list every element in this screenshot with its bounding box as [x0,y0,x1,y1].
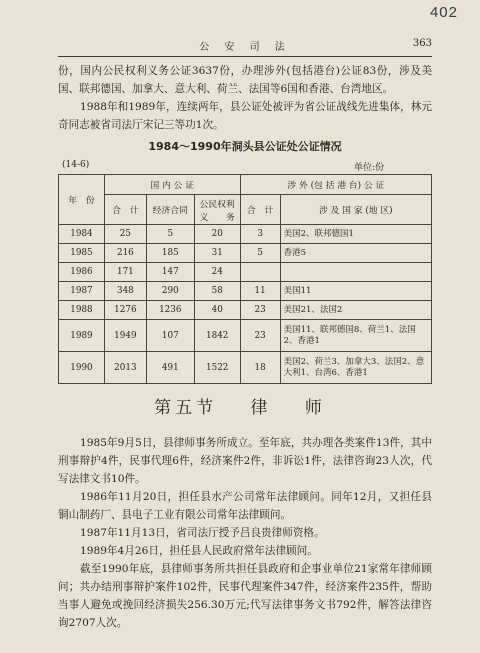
cell-foreign-total: 3 [240,225,280,244]
cell-total: 348 [104,282,146,301]
cell-foreign-total: 11 [240,282,280,301]
table-row [59,352,432,384]
section-number: 第五节 [154,398,218,418]
section-title-char-1: 律 [250,398,272,418]
table-unit: 单位:份 [354,163,385,173]
col-header-year: 年 份 [59,175,105,225]
cell-econ: 5 [146,225,194,244]
cell-rights: 40 [194,301,240,320]
paragraph-1986: 1986年11月20日，担任县水产公司常年法律顾问。同年12月，又担任县铜山制药厂、县电子工业有限公司常年法律顾问。 [58,491,432,521]
paragraph-1987: 1987年11月13日，省司法厅授予吕良贵律师资格。 [80,527,325,539]
cell-countries: 美国21、法国2 [280,301,431,320]
cell-econ: 290 [146,282,194,301]
cell-foreign-total: 18 [240,352,280,384]
cell-total: 216 [104,244,146,263]
cell-countries: 香港5 [280,244,431,263]
cell-year: 1984 [59,225,105,244]
paragraph-award: 1988年和1989年，连续两年，县公证处被评为省公证战线先进集体，林元奇同志被省司法厅宋记三等功1次。 [58,101,432,131]
running-header [58,38,432,57]
cell-rights: 1522 [194,352,240,384]
cell-year: 1988 [59,301,105,320]
paragraph-1989: 1989年4月26日，担任县人民政府常年法律顾问。 [80,545,318,557]
cell-econ: 491 [146,352,194,384]
cell-foreign-total [240,263,280,282]
col-header-domestic: 国 内 公 证 [104,175,240,195]
section-heading [0,393,480,418]
cell-total: 171 [104,263,146,282]
cell-econ: 1236 [146,301,194,320]
notary-statistics-table [58,174,432,384]
cell-econ: 185 [146,244,194,263]
cell-total: 1949 [104,320,146,352]
table-title: 1984～1990年洞头县公证处公证情况 [148,140,342,153]
cell-econ: 107 [146,320,194,352]
cell-countries: 美国2、联邦德国1 [280,225,431,244]
cell-countries: 美国11 [280,282,431,301]
table-row [59,282,432,301]
cell-rights: 24 [194,263,240,282]
cell-econ: 147 [146,263,194,282]
cell-countries: 美国11、联邦德国8、荷兰1、法国2、香港1 [280,320,431,352]
cell-foreign-total: 23 [240,320,280,352]
table-row [59,320,432,352]
cell-year: 1985 [59,244,105,263]
cell-foreign-total: 5 [240,244,280,263]
header-title: 公 安 司 法 [199,42,291,53]
col-header-foreign-total: 合 计 [240,195,280,225]
col-header-total: 合 计 [104,195,146,225]
paragraph-1990: 截至1990年底，县律师事务所共担任县政府和企事业单位21家常年律师顾问；共办结刑事辩护案件102件，民事代理案件347件，经济案件235件，帮助当事人避免或挽回经济损失256.30万元;代写法律事务文书792件，解答法律咨询2707人次。 [58,563,432,629]
cell-rights: 31 [194,244,240,263]
cell-year: 1989 [59,320,105,352]
cell-total: 25 [104,225,146,244]
table-row [59,301,432,320]
cell-rights: 58 [194,282,240,301]
cell-countries: 美国2、荷兰3、加拿大3、法国2、意大利1、台湾6、香港1 [280,352,431,384]
col-header-econ: 经济合同 [146,195,194,225]
cell-year: 1990 [59,352,105,384]
paragraph-1985: 1985年9月5日，县律师事务所成立。至年底，共办理各类案件13件，其中刑事辩护4件，民事代理6件，经济案件2件，非诉讼1件，法律咨询23人次，代写法律文书10件。 [58,437,432,485]
cell-foreign-total: 23 [240,301,280,320]
cell-rights: 1842 [194,320,240,352]
col-header-countries: 涉 及 国 家 (地 区) [280,195,431,225]
table-row [59,244,432,263]
cell-year: 1987 [59,282,105,301]
cell-rights: 20 [194,225,240,244]
table-row [59,263,432,282]
col-header-foreign: 涉 外 (包 括 港 台) 公 证 [240,175,431,195]
cell-countries [280,263,431,282]
page-stamp: 402 [429,4,458,21]
table-code: (14-6) [62,160,90,170]
cell-total: 2013 [104,352,146,384]
paragraph-continued: 份，国内公民权利义务公证3637份，办理涉外(包括港台)公证83份，涉及美国、联邦德国、加拿大、意大利、荷兰、法国等6国和香港、台湾地区。 [58,65,432,95]
col-header-rights: 公民权利义 务 [194,195,240,225]
cell-total: 1276 [104,301,146,320]
section-title-char-2: 师 [304,398,326,418]
cell-year: 1986 [59,263,105,282]
table-row [59,225,432,244]
page-number: 363 [412,38,432,49]
